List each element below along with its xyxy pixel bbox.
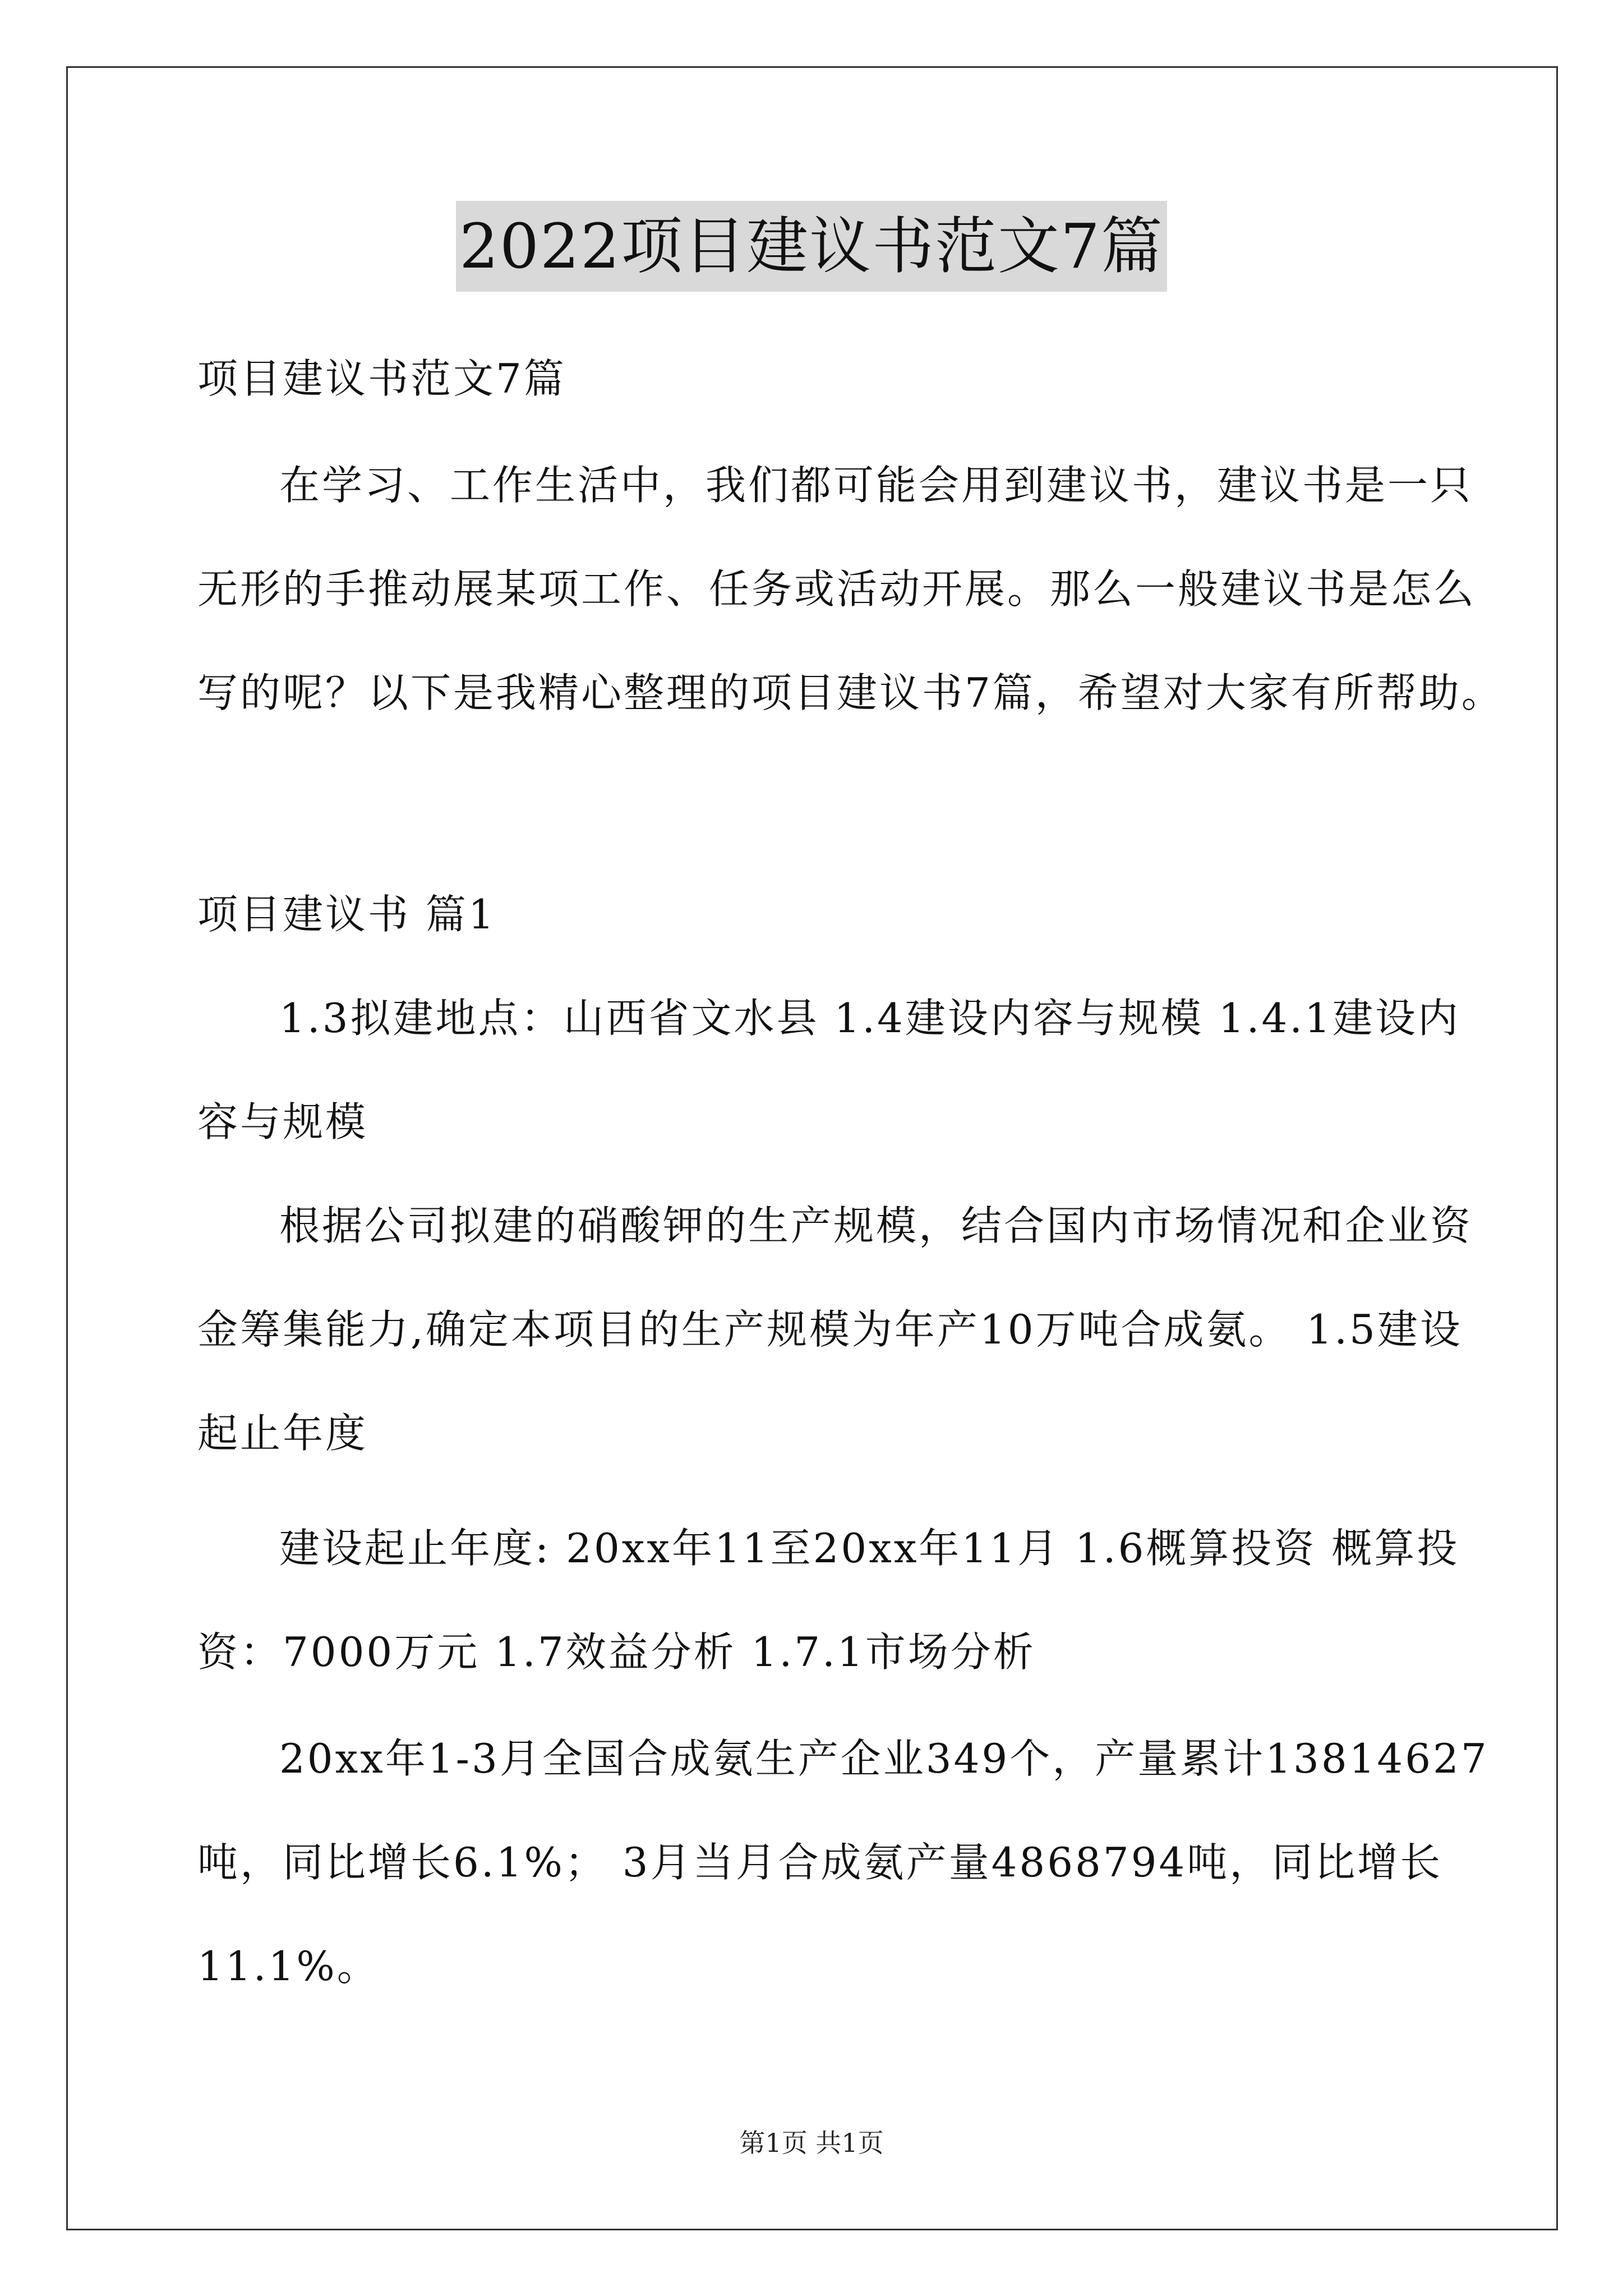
body-line: 资：7000万元 1.7效益分析 1.7.1市场分析 [197, 1628, 1036, 1676]
document-title: 2022项目建议书范文7篇 [456, 201, 1167, 292]
document-subtitle: 项目建议书范文7篇 [197, 355, 566, 402]
intro-line: 无形的手推动展某项工作、任务或活动开展。那么一般建议书是怎么 [197, 565, 1477, 613]
page-footer: 第1页 共1页 [739, 2128, 884, 2158]
intro-line: 在学习、工作生活中，我们都可能会用到建议书，建议书是一只 [279, 462, 1473, 509]
body-line: 起止年度 [197, 1410, 368, 1457]
body-line: 20xx年1-3月全国合成氨生产企业349个，产量累计13814627 [279, 1735, 1489, 1782]
body-line: 根据公司拟建的硝酸钾的生产规模，结合国内市场情况和企业资 [279, 1202, 1473, 1249]
body-line: 1.3拟建地点：山西省文水县 1.4建设内容与规模 1.4.1建设内 [279, 995, 1460, 1042]
body-line: 吨，同比增长6.1%； 3月当月合成氨产量4868794吨，同比增长 [197, 1839, 1443, 1886]
body-line: 建设起止年度: 20xx年11至20xx年11月 1.6概算投资 概算投 [279, 1525, 1460, 1572]
body-line: 容与规模 [197, 1098, 368, 1145]
section-heading: 项目建议书 篇1 [197, 891, 496, 938]
title-container [0, 201, 1623, 292]
body-line: 金筹集能力,确定本项目的生产规模为年产10万吨合成氨。 1.5建设 [197, 1306, 1463, 1353]
body-line: 11.1%。 [197, 1943, 380, 1990]
intro-line: 写的呢？以下是我精心整理的项目建议书7篇，希望对大家有所帮助。 [197, 669, 1504, 716]
